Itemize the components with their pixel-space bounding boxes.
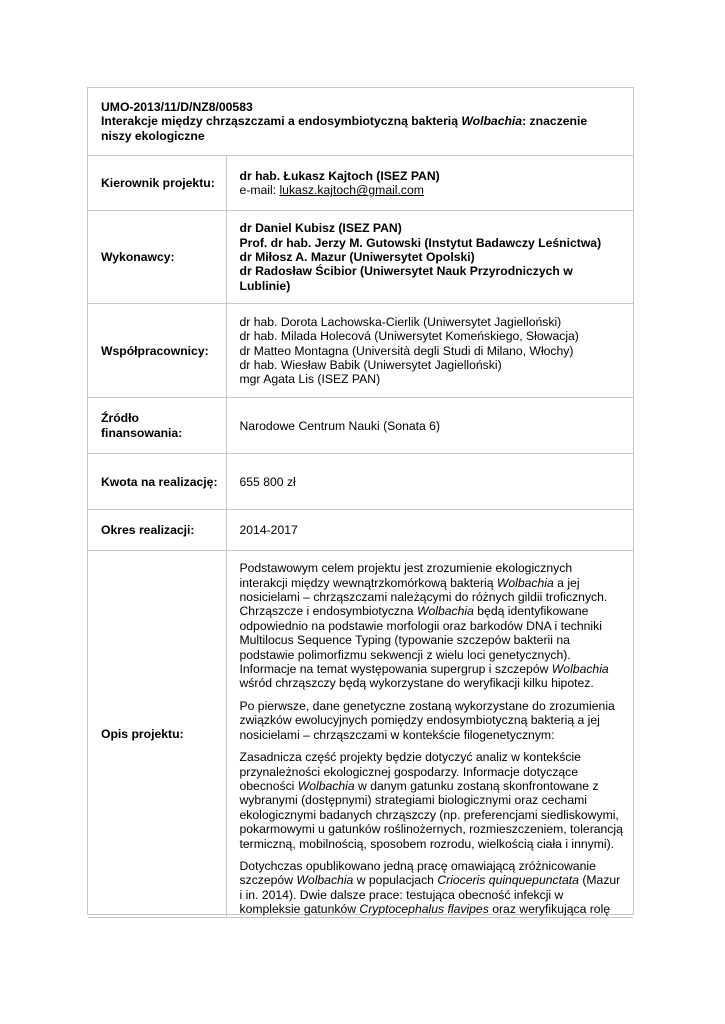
- row-okres: [88, 510, 633, 551]
- project-title: Interakcje między chrząszczami a endosymbiotyczną bakterią Wolbachia: znaczenie niszy ekologiczne: [101, 114, 588, 143]
- opis-paragraph-3: Zasadnicza część projekty będzie dotyczyć analiz w kontekście przynależności ekologicznej gospodarzy. Informacje dotyczące obecności Wolbachia w danym gatunku zostaną skonfrontowane z wybranymi (dostępnymi) strategiami biologicznymi oraz cechami ekologicznymi badanych chrząszczy (np. preferencjami siedliskowymi, pokarmowymi u gatunków roślinożernych, rozmieszczeniem, tolerancją termiczną, mobilnością, sposobem rozrodu, wielkością ciała i innymi).: [239, 750, 623, 851]
- project-id: UMO-2013/11/D/NZ8/00583: [101, 100, 253, 114]
- title-row: [88, 88, 633, 156]
- project-table: [87, 87, 634, 915]
- row-wspolpracownicy: [88, 304, 633, 398]
- value-wspolpracownicy: [226, 304, 633, 398]
- value-kwota: 655 800 zł: [226, 454, 633, 510]
- opis-paragraph-2: Po pierwsze, dane genetyczne zostaną wykorzystane do zrozumienia związków ewolucyjnych pomiędzy endosymbiotyczną bakterią a jej nosicielami – chrząszczami w kontekście filogenetycznym:: [239, 698, 615, 742]
- email-link[interactable]: lukasz.kajtoch@gmail.com: [279, 183, 424, 198]
- label-opis: Opis projektu:: [88, 551, 226, 917]
- value-okres: 2014-2017: [226, 510, 633, 551]
- label-okres: Okres realizacji:: [88, 510, 226, 551]
- label-zrodlo: Źródło finansowania:: [88, 398, 226, 454]
- opis-paragraph-4: Dotychczas opublikowano jedną pracę omawiającą zróżnicowanie szczepów Wolbachia w populacjach Crioceris quinquepunctata (Mazur i in. 2014). Dwie dalsze prace: testująca obecność infekcji w kompleksie gatunków Cryptocephalus flavipes oraz weryfikująca rolę: [239, 858, 621, 917]
- label-wykonawcy: Wykonawcy:: [88, 211, 226, 304]
- label-kwota: Kwota na realizację:: [88, 454, 226, 510]
- opis-paragraph-1: Podstawowym celem projektu jest zrozumienie ekologicznych interakcji między wewnątrzkomórkową bakterią Wolbachia a jej nosicielami – chrząszczami należącymi do różnych gildii troficznych. Chrząszcze i endosymbiotyczna Wolbachia będą identyfikowane odpowiednio na podstawie morfologii oraz barkodów DNA i techniki Multilocus Sequence Typing (typowanie szczepów bakterii na podstawie polimorfizmu sekwencji z wielu loci genetycznych). Informacje na temat występowania supergrup i szczepów Wolbachia wśród chrząszczy będą wykorzystane do weryfikacji kilku hipotez.: [239, 561, 609, 691]
- row-opis: [88, 551, 633, 917]
- wykonawca-1: dr Daniel Kubisz (ISEZ PAN): [239, 221, 402, 236]
- label-wspolpracownicy: Współpracownicy:: [88, 304, 226, 398]
- wspolpracownik-4: dr hab. Wiesław Babik (Uniwersytet Jagielloński): [239, 357, 502, 372]
- wspolpracownik-2: dr hab. Milada Holecová (Uniwersytet Komeńskiego, Słowacja): [239, 329, 579, 344]
- wykonawca-3: dr Miłosz A. Mazur (Uniwersytet Opolski): [239, 250, 475, 265]
- wspolpracownik-1: dr hab. Dorota Lachowska-Cierlik (Uniwersytet Jagielloński): [239, 314, 562, 329]
- value-wykonawcy: [226, 211, 633, 304]
- row-zrodlo: [88, 398, 633, 454]
- value-opis: [226, 551, 633, 917]
- kierownik-email-line: e-mail: lukasz.kajtoch@gmail.com: [239, 183, 424, 198]
- project-title-cell: [88, 88, 633, 156]
- label-kierownik: Kierownik projektu:: [88, 156, 226, 211]
- value-kierownik: [226, 156, 633, 211]
- row-kierownik: [88, 156, 633, 211]
- row-wykonawcy: [88, 211, 633, 304]
- kierownik-name: dr hab. Łukasz Kajtoch (ISEZ PAN): [239, 168, 440, 183]
- row-kwota: [88, 454, 633, 510]
- wykonawca-2: Prof. dr hab. Jerzy M. Gutowski (Instytut Badawczy Leśnictwa): [239, 235, 602, 250]
- wykonawca-4: dr Radosław Ścibior (Uniwersytet Nauk Przyrodniczych w Lublinie): [239, 264, 573, 293]
- wspolpracownik-3: dr Matteo Montagna (Università degli Studi di Milano, Włochy): [239, 343, 574, 358]
- value-zrodlo: Narodowe Centrum Nauki (Sonata 6): [226, 398, 633, 454]
- wspolpracownik-5: mgr Agata Lis (ISEZ PAN): [239, 372, 381, 387]
